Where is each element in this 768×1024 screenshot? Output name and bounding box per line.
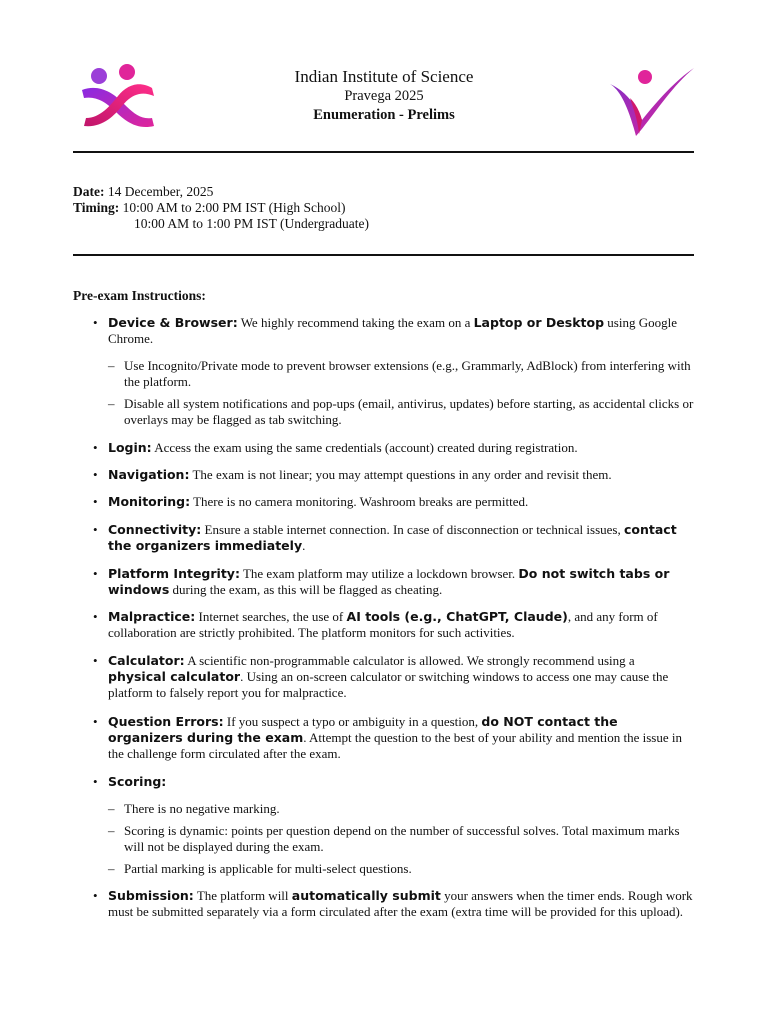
bullet-marker: • (93, 566, 98, 581)
emphasis-text: Do not switch tabs or windows (108, 566, 670, 597)
dash-marker: – (108, 861, 115, 876)
dash-marker: – (108, 358, 115, 373)
dash-marker: – (108, 801, 115, 816)
scoring-sub-dynamic (93, 823, 695, 855)
instruction-label: Scoring: (108, 774, 167, 789)
instruction-text: Access the exam using the same credentials (account) created during registration. (151, 440, 578, 455)
instruction-label: Navigation: (108, 467, 190, 482)
instruction-text: The exam platform may utilize a lockdown browser. (239, 566, 519, 581)
date-row (73, 184, 213, 200)
emphasis-text: Laptop or Desktop (473, 315, 605, 330)
emphasis-text: contact the organizers immediately (108, 522, 677, 553)
instruction-label: Connectivity: (108, 522, 202, 537)
instruction-text: There is no negative marking. (124, 801, 280, 816)
bullet-marker: • (93, 522, 98, 537)
timing-line-2: 10:00 AM to 1:00 PM IST (Undergraduate) (134, 216, 369, 231)
instruction-text: . Using an on-screen calculator or switching windows to access one may cause the platform to falsely report you for malpractice. (108, 669, 669, 700)
section-title: Pre-exam Instructions: (73, 288, 206, 303)
instruction-monitoring (93, 494, 695, 510)
instruction-text: There is no camera monitoring. Washroom breaks are permitted. (190, 494, 529, 509)
instruction-text: . (302, 538, 306, 553)
instruction-submission (93, 888, 695, 920)
institution-title: Indian Institute of Science (294, 67, 474, 86)
paper-title: Enumeration - Prelims (313, 107, 455, 123)
bullet-marker: • (93, 774, 98, 789)
emphasis-text: Disable all system notifications (124, 396, 288, 411)
instruction-scoring (93, 774, 695, 790)
instruction-text: The exam is not linear; you may attempt questions in any order and revisit them. (189, 467, 612, 482)
instruction-integrity (93, 566, 695, 598)
instruction-label: Platform Integrity: (108, 566, 240, 581)
bullet-marker: • (93, 315, 98, 330)
timing-label: Timing: (73, 200, 120, 215)
emphasis-text: Incognito/Private mode (147, 358, 270, 373)
instruction-text: your answers when the timer ends. Rough work must be submitted separately via a form circulated after the exam (extra time will be provided for this upload). (108, 888, 693, 919)
instruction-text: A scientific non-programmable calculator is allowed. We strongly recommend using a (184, 653, 635, 668)
meta-divider (73, 254, 694, 256)
instruction-text: Ensure a stable internet connection. In case of disconnection or technical issues, (201, 522, 624, 537)
instruction-text: and pop-ups (email, antivirus, updates) before starting, as accidental clicks or overlays may be flagged as tab switching. (124, 396, 694, 427)
instruction-device-sub-incognito (93, 358, 695, 390)
instruction-connectivity (93, 522, 695, 554)
instruction-text: We highly recommend taking the exam on a (237, 315, 474, 330)
dash-marker: – (108, 396, 115, 411)
emphasis-text: AI tools (e.g., ChatGPT, Claude) (346, 609, 568, 624)
emphasis-text: automatically submit (291, 888, 441, 903)
instruction-text: . Attempt the question to the best of your ability and mention the issue in the challenge form circulated after the exam. (108, 730, 682, 761)
instruction-label: Malpractice: (108, 609, 196, 624)
bullet-marker: • (93, 467, 98, 482)
scoring-sub-negative (93, 801, 695, 817)
instruction-text: Internet searches, the use of (195, 609, 347, 624)
bullet-marker: • (93, 653, 98, 668)
instruction-calculator (93, 653, 695, 701)
instruction-label: Calculator: (108, 653, 185, 668)
instruction-text: during the exam, as this will be flagged as cheating. (169, 582, 443, 597)
date-label: Date: (73, 184, 105, 199)
bullet-marker: • (93, 440, 98, 455)
instruction-text: Scoring is dynamic: points per question depend on the number of successful solves. Total maximum marks will not be displayed during the exam. (124, 823, 680, 854)
instruction-label: Question Errors: (108, 714, 224, 729)
emphasis-text: do NOT contact the organizers during the exam (108, 714, 618, 745)
timing-line-1: 10:00 AM to 2:00 PM IST (High School) (122, 200, 346, 215)
instruction-text: Use (124, 358, 148, 373)
bullet-marker: • (93, 609, 98, 624)
instruction-navigation (93, 467, 695, 483)
instruction-text: If you suspect a typo or ambiguity in a question, (223, 714, 482, 729)
instruction-text: to prevent browser extensions (e.g., Grammarly, AdBlock) from interfering with the platform. (124, 358, 691, 389)
date-value: 14 December, 2025 (107, 184, 214, 199)
instruction-login (93, 440, 695, 456)
dash-marker: – (108, 823, 115, 838)
header-divider (73, 151, 694, 153)
instruction-device-sub-notifications (93, 396, 695, 428)
timing-row (73, 200, 346, 216)
scoring-sub-partial (93, 861, 695, 877)
event-name: Pravega 2025 (344, 88, 424, 104)
instruction-text: The platform will (193, 888, 292, 903)
instruction-label: Submission: (108, 888, 194, 903)
instruction-text: using Google Chrome. (108, 315, 677, 346)
bullet-marker: • (93, 888, 98, 903)
emphasis-text: physical calculator (108, 669, 241, 684)
instruction-label: Monitoring: (108, 494, 191, 509)
instruction-malpractice (93, 609, 695, 641)
bullet-marker: • (93, 714, 98, 729)
instruction-question-errors (93, 714, 695, 762)
instruction-device (93, 315, 695, 347)
instruction-label: Device & Browser: (108, 315, 238, 330)
instruction-text: Partial marking is applicable for multi-select questions. (124, 861, 412, 876)
instruction-label: Login: (108, 440, 152, 455)
instruction-text: , and any form of collaboration are strictly prohibited. The platform monitors for such activities. (108, 609, 658, 640)
bullet-marker: • (93, 494, 98, 509)
